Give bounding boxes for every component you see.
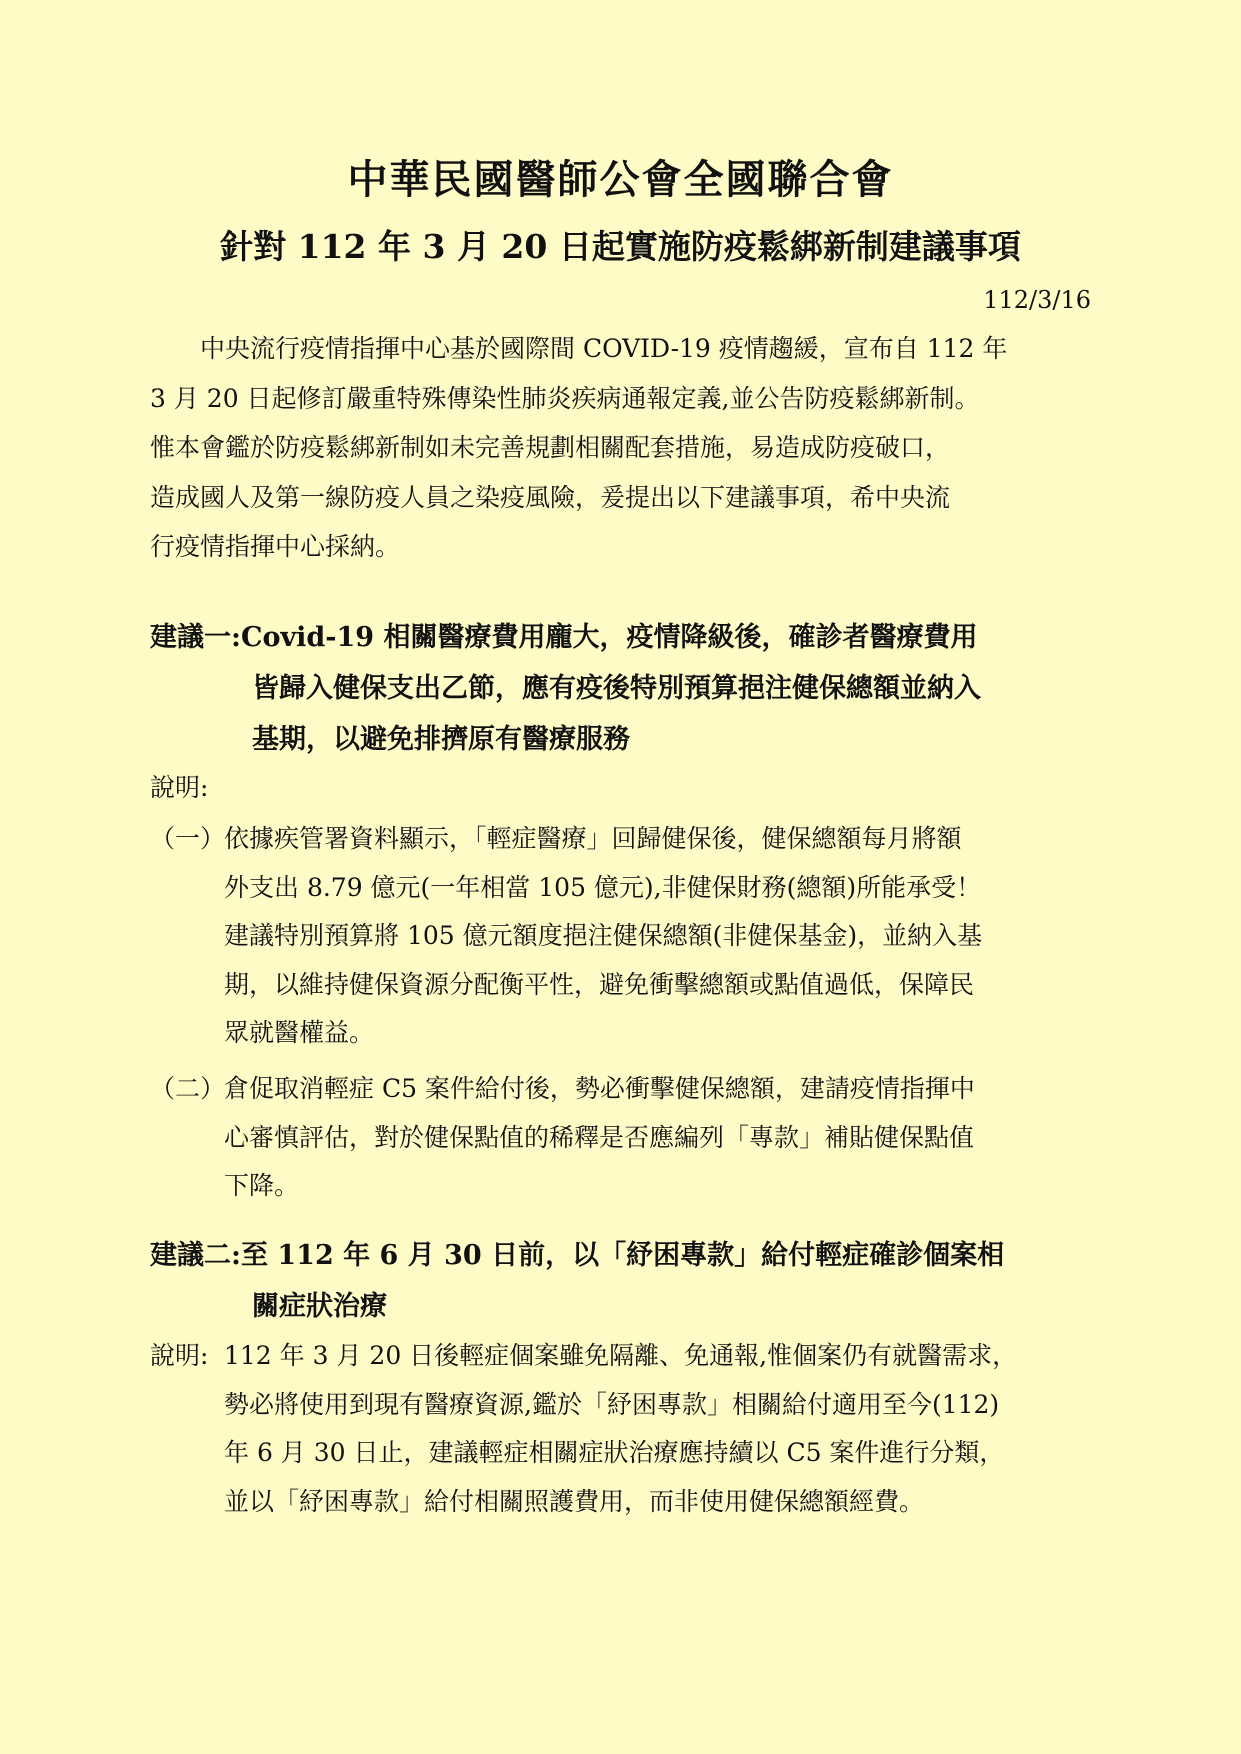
suggestion-1-line: 建議一:Covid-19 相關醫療費用龐大，疫情降級後，確診者醫療費用 [150,622,978,653]
explain-item-1 [150,815,1110,1058]
explain-label: 說明: [150,773,209,802]
item-1-line: 依據疾管署資料顯示，「輕症醫療」回歸健保後，健保總額每月將額 [224,824,962,853]
document-subtitle: 針對 112 年 3 月 20 日起實施防疫鬆綁新制建議事項 [220,227,1021,266]
item-1-marker: （一） [150,824,226,853]
explain-label: 說明: [150,1341,209,1370]
intro-line: 造成國人及第一線防疫人員之染疫風險，爰提出以下建議事項，希中央流 [150,482,951,512]
intro-line: 行疫情指揮中心採納。 [150,532,401,561]
suggestion-2-line: 關症狀治療 [252,1291,387,1322]
document-date: 112/3/16 [983,286,1091,314]
intro-line: 惟本會鑑於防疫鬆綁新制如未完善規劃相關配套措施，易造成防疫破口， [150,433,951,462]
item-2-line: 倉促取消輕症 C5 案件給付後，勢必衝擊健保總額，建請疫情指揮中 [224,1074,975,1103]
document-title: 中華民國醫師公會全國聯合會 [347,156,894,203]
item-1-line: 建議特別預算將 105 億元額度挹注健保總額(非健保基金)，並納入基 [224,921,983,950]
explain-line: 年 6 月 30 日止，建議輕症相關症狀治療應持續以 C5 案件進行分類， [224,1438,1005,1467]
suggestion-1-heading [150,612,1110,765]
suggestion-2-line: 建議二:至 112 年 6 月 30 日前，以「紓困專款」給付輕症確診個案相 [150,1240,1005,1271]
explain-line: 勢必將使用到現有醫療資源,鑑於「紓困專款」相關給付適用至今(112) [224,1389,1000,1419]
suggestion-1-line: 皆歸入健保支出乙節，應有疫後特別預算挹注健保總額並納入 [252,673,981,704]
explain-line: 112 年 3 月 20 日後輕症個案雖免隔離、免通報,惟個案仍有就醫需求， [224,1341,1018,1370]
intro-line: 3 月 20 日起修訂嚴重特殊傳染性肺炎疾病通報定義,並公告防疫鬆綁新制。 [150,383,980,413]
intro-line: 中央流行疫情指揮中心基於國際間 COVID-19 疫情趨緩，宣布自 112 年 [200,334,1008,363]
item-2-marker: （二） [150,1074,226,1103]
item-1-line: 外支出 8.79 億元(一年相當 105 億元),非健保財務(總額)所能承受！ [224,872,982,902]
explain-line: 並以「紓困專款」給付相關照護費用，而非使用健保總額經費。 [224,1486,925,1516]
intro-paragraph [150,324,1095,572]
suggestion-1-line: 基期，以避免排擠原有醫療服務 [252,724,630,755]
item-2-line: 下降。 [224,1171,300,1200]
item-1-line: 眾就醫權益。 [224,1018,375,1047]
item-2-line: 心審慎評估，對於健保點值的稀釋是否應編列「專款」補貼健保點值 [224,1122,975,1152]
suggestion-2-explain [150,1332,1110,1526]
item-1-line: 期，以維持健保資源分配衡平性，避免衝擊總額或點值過低，保障民 [224,969,975,999]
explain-item-2 [150,1065,1110,1211]
suggestion-2-heading [150,1230,1110,1332]
